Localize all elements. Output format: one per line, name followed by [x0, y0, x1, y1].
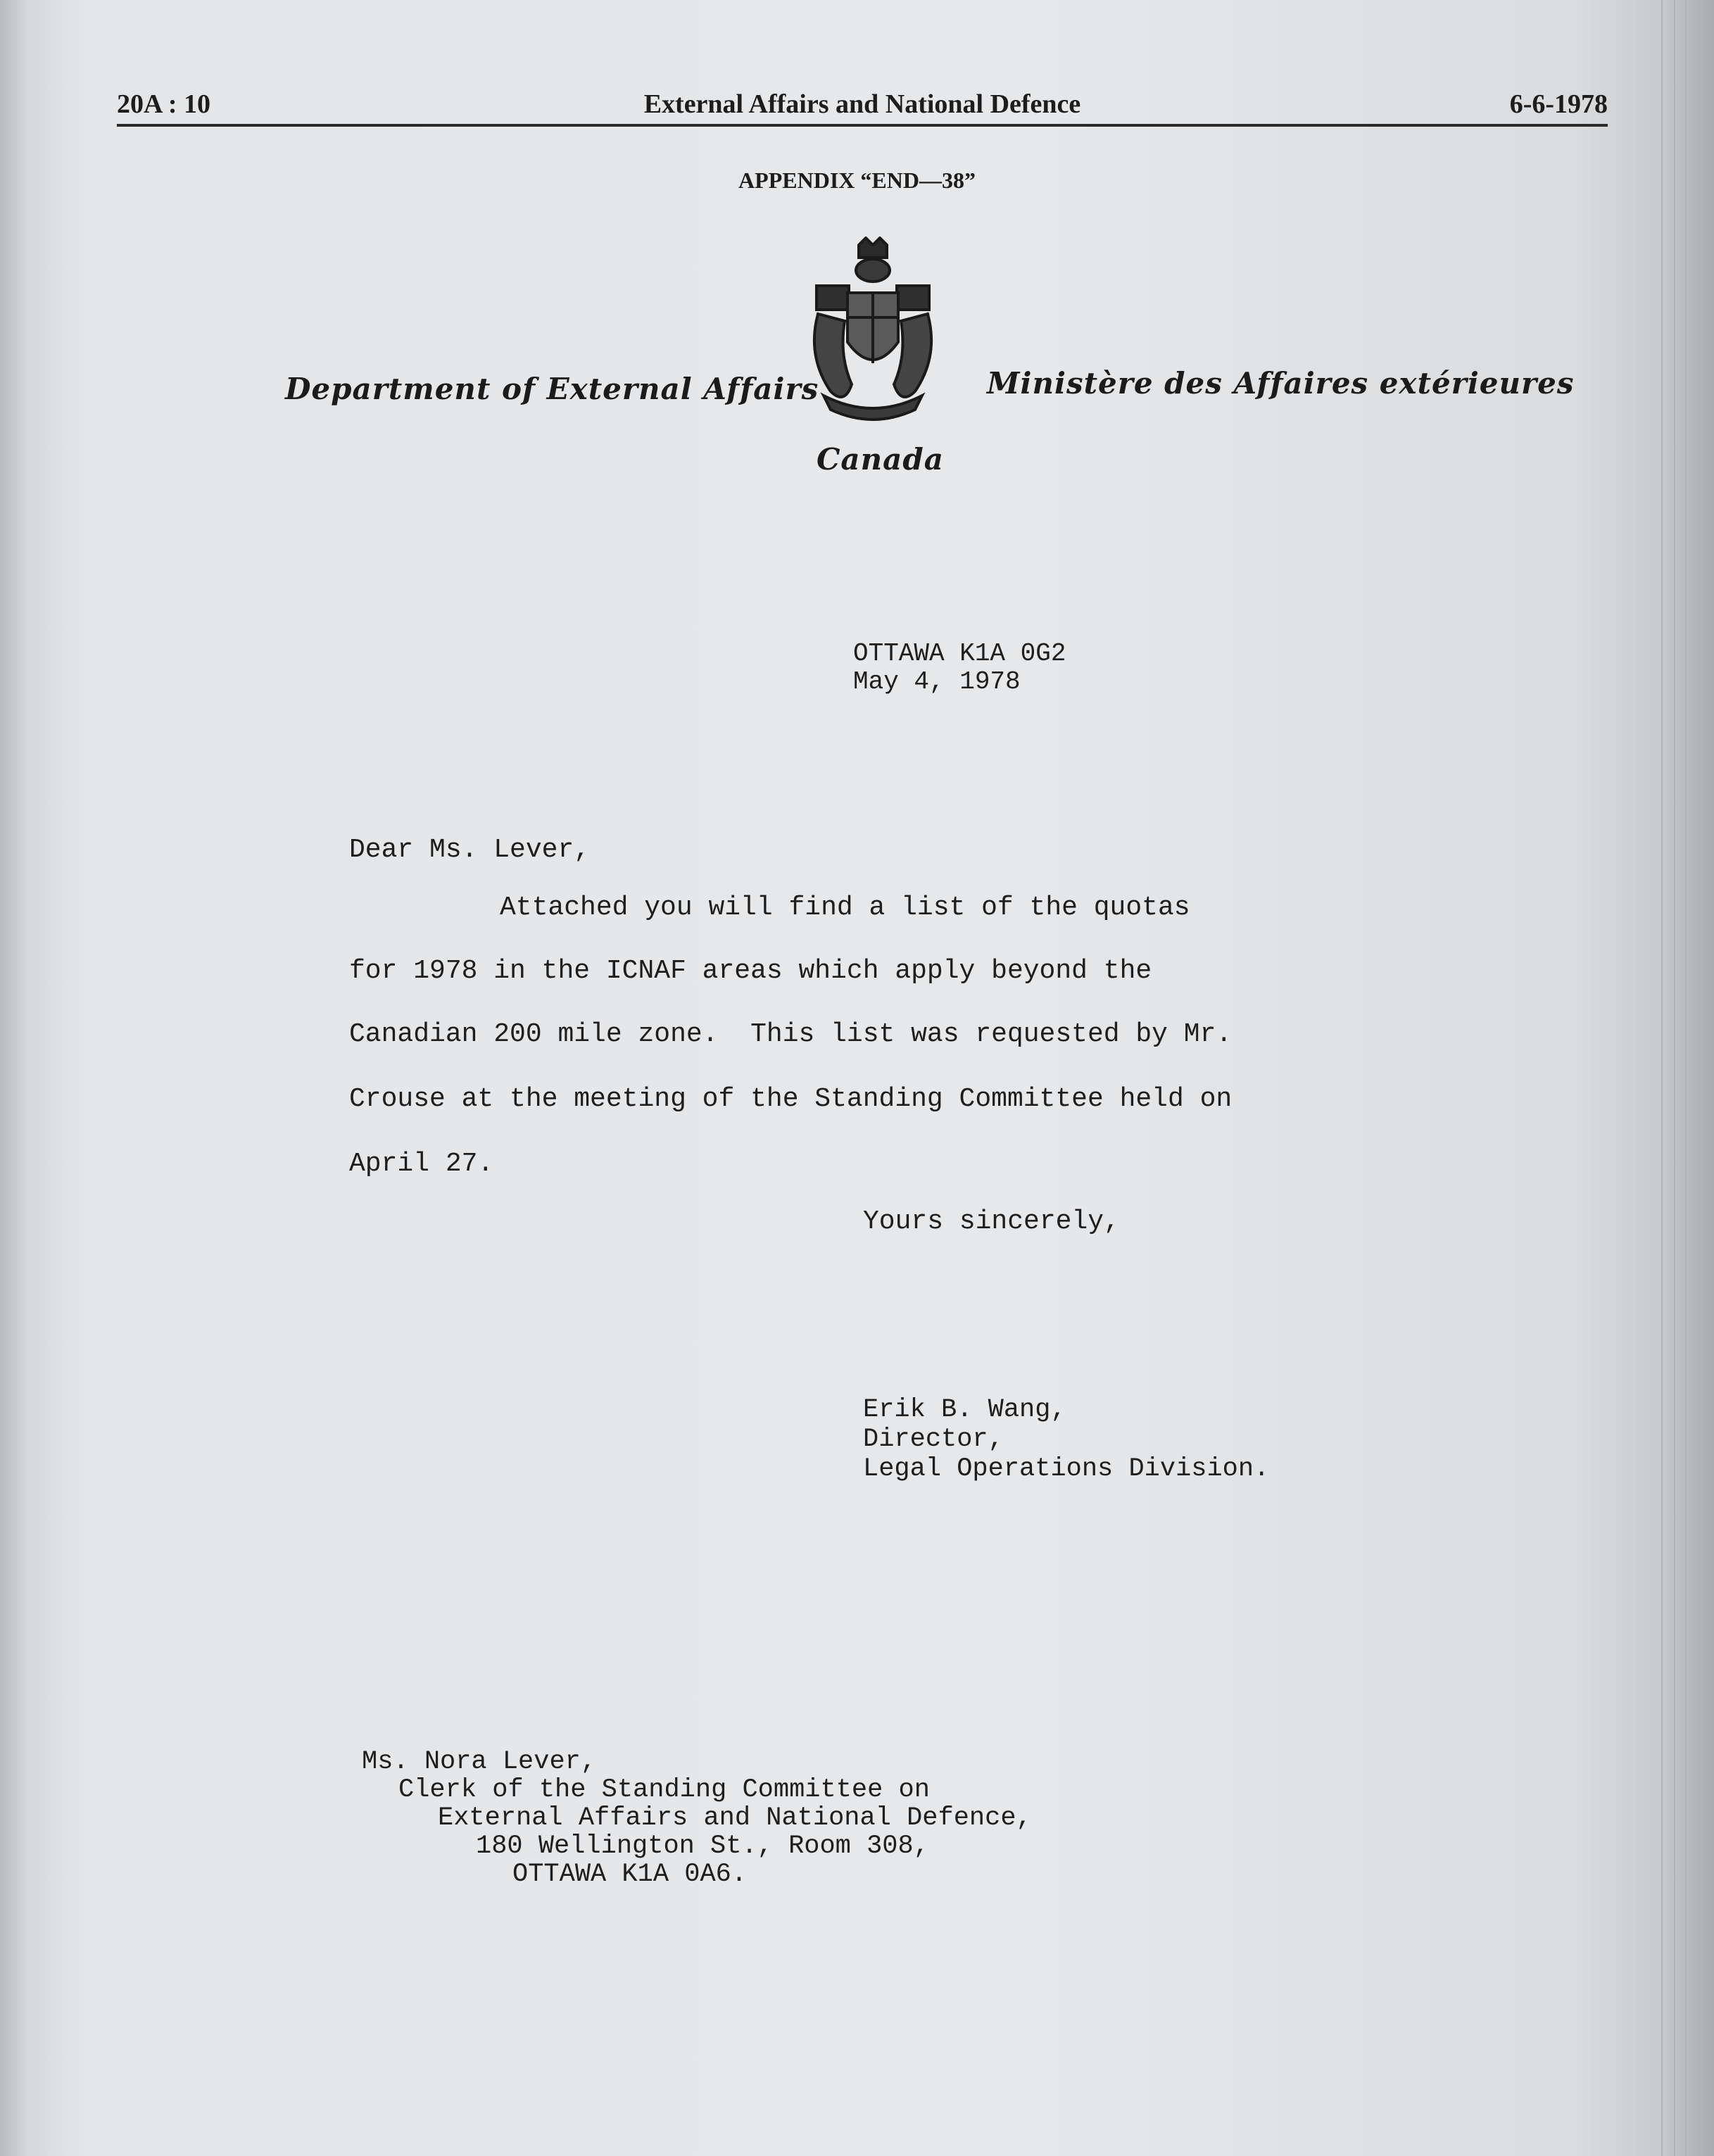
salutation: Dear Ms. Lever, — [349, 835, 591, 865]
closing: Yours sincerely, — [863, 1206, 1120, 1237]
body-line: April 27. — [349, 1149, 494, 1179]
letter-date: May 4, 1978 — [853, 667, 1021, 696]
coat-of-arms-icon — [802, 237, 943, 434]
recipient-line: Ms. Nora Lever, — [362, 1747, 597, 1777]
running-header — [117, 77, 1608, 127]
body-line: for 1978 in the ICNAF areas which apply beyond the — [349, 956, 1152, 986]
signature-division: Legal Operations Division. — [863, 1454, 1270, 1484]
body-line: Crouse at the meeting of the Standing Committee held on — [349, 1084, 1233, 1114]
page-edge — [1661, 0, 1663, 2156]
letter-location: OTTAWA K1A 0G2 — [853, 639, 1066, 668]
publication-title: External Affairs and National Defence — [643, 89, 1081, 119]
publication-date: 6-6-1978 — [1509, 89, 1608, 119]
department-name-french: Ministère des Affaires extérieures — [987, 366, 1575, 401]
body-line: Canadian 200 mile zone. This list was requested by Mr. — [349, 1019, 1233, 1049]
signature-name: Erik B. Wang, — [863, 1395, 1066, 1425]
appendix-title: APPENDIX “END—38” — [738, 168, 976, 193]
page-edge — [1674, 0, 1675, 2156]
page-edge — [1685, 0, 1687, 2156]
page-number: 20A : 10 — [117, 89, 210, 119]
recipient-line: Clerk of the Standing Committee on — [398, 1775, 930, 1805]
country-name: Canada — [817, 442, 944, 477]
recipient-line: 180 Wellington St., Room 308, — [476, 1832, 929, 1861]
department-name-english: Department of External Affairs — [285, 372, 819, 406]
recipient-line: OTTAWA K1A 0A6. — [512, 1860, 748, 1889]
body-line: Attached you will find a list of the quotas — [500, 893, 1190, 923]
recipient-line: External Affairs and National Defence, — [438, 1803, 1032, 1833]
signature-title: Director, — [863, 1425, 1004, 1454]
